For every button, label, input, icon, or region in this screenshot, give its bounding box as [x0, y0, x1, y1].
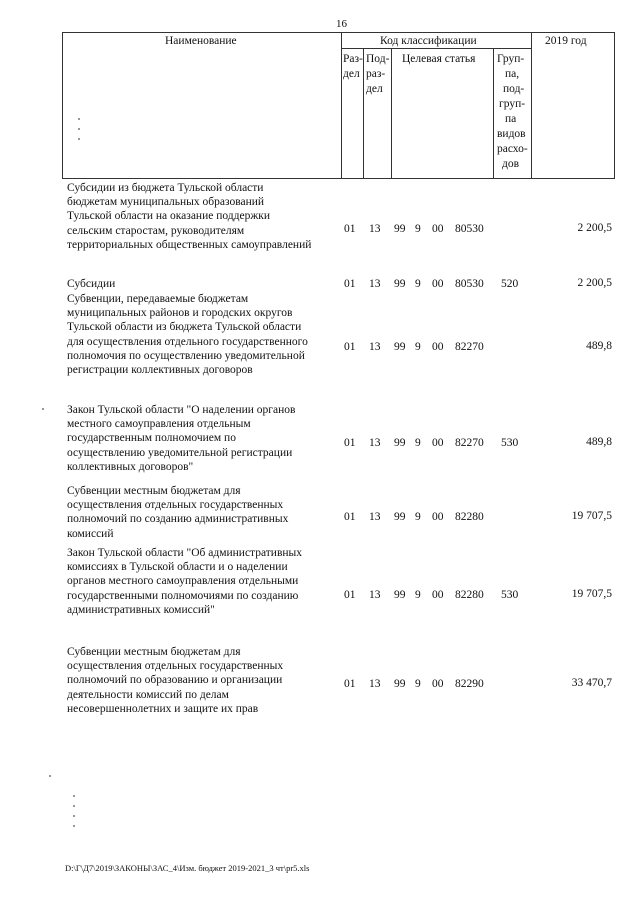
row-name-line: полномочия по осуществлению уведомительной — [67, 349, 305, 362]
row-cs-program: 99 — [394, 341, 406, 353]
col-line-left — [62, 32, 63, 178]
header-podrazdel-2: раз- — [366, 68, 386, 80]
header-podrazdel-3: дел — [366, 83, 383, 95]
row-name-line: Субвенции, передаваемые бюджетам — [67, 293, 249, 305]
row-cs-main: 00 — [432, 589, 444, 601]
header-group-6: видов — [497, 128, 526, 140]
header-razdel-1: Раз- — [343, 53, 363, 65]
header-group-2: па, — [505, 68, 520, 80]
row-name-line: осуществления отдельных государственных — [67, 499, 284, 512]
col-line-razdel — [363, 48, 364, 178]
header-classification: Код классификации — [380, 35, 477, 47]
row-name-line: Тульской области на оказание поддержки — [67, 210, 271, 223]
row-amount: 2 200,5 — [577, 277, 612, 289]
row-name-line: Субвенции местным бюджетам для — [67, 646, 241, 658]
row-razdel: 01 — [344, 341, 356, 353]
row-razdel: 01 — [344, 589, 356, 601]
row-cs-code: 80530 — [455, 278, 484, 290]
row-cs-program: 99 — [394, 223, 406, 235]
footer-file-path: D:\Г\Д7\2019\ЗАКОНЫ\ЗАС_4\Изм. бюджет 2019-2021_3 чт\pr5.xls — [65, 863, 310, 873]
row-name-line: полномочий по созданию административных — [67, 513, 289, 526]
header-group-7: расхо- — [497, 143, 528, 155]
row-name-line: Тульской области из бюджета Тульской области — [67, 321, 302, 334]
row-razdel: 01 — [344, 511, 356, 523]
header-mid-line — [341, 48, 531, 49]
row-name-line: полномочий по образованию и организации — [67, 674, 283, 687]
row-cs-main: 00 — [432, 278, 444, 290]
row-cs-program: 99 — [394, 278, 406, 290]
row-cs-main: 00 — [432, 437, 444, 449]
header-group-1: Груп- — [497, 53, 525, 65]
header-year: 2019 год — [545, 35, 587, 47]
row-name — [67, 181, 339, 252]
row-name — [67, 403, 339, 474]
col-line-target — [493, 48, 494, 178]
row-name-line: муниципальных районов и городских округов — [67, 307, 293, 320]
scan-speck — [78, 118, 80, 120]
row-cs-main: 00 — [432, 511, 444, 523]
row-name-line: регистрации коллективных договоров — [67, 364, 253, 377]
row-name-line: сельским старостам, руководителям — [67, 224, 245, 237]
row-amount: 19 707,5 — [571, 510, 612, 522]
row-amount: 33 470,7 — [571, 677, 612, 689]
row-podrazdel: 13 — [369, 511, 381, 523]
row-cs-sub: 9 — [415, 437, 421, 449]
row-name-line: государственным полномочием по — [67, 432, 236, 445]
row-vr: 530 — [501, 437, 519, 449]
row-amount: 489,8 — [586, 340, 612, 352]
scan-speck — [78, 128, 80, 130]
row-cs-program: 99 — [394, 589, 406, 601]
scan-speck — [42, 408, 44, 410]
row-razdel: 01 — [344, 223, 356, 235]
row-cs-code: 82280 — [455, 511, 484, 523]
row-podrazdel: 13 — [369, 437, 381, 449]
header-group-3: под- — [503, 83, 525, 95]
row-name-line: территориальных общественных самоуправлений — [67, 238, 312, 251]
row-name-line: несовершеннолетних и защите их прав — [67, 702, 259, 715]
scan-speck — [73, 795, 75, 797]
row-cs-code: 82270 — [455, 341, 484, 353]
row-cs-sub: 9 — [415, 223, 421, 235]
row-name-line: осуществления отдельных государственных — [67, 660, 284, 673]
row-cs-code: 80530 — [455, 223, 484, 235]
row-name-line: Закон Тульской области "О наделении органов — [67, 404, 296, 416]
row-cs-main: 00 — [432, 341, 444, 353]
row-podrazdel: 13 — [369, 223, 381, 235]
header-razdel-2: дел — [343, 68, 360, 80]
row-cs-sub: 9 — [415, 678, 421, 690]
page-number: 16 — [336, 18, 347, 30]
row-podrazdel: 13 — [369, 678, 381, 690]
row-name-line: коллективных договоров" — [67, 460, 194, 473]
row-cs-main: 00 — [432, 678, 444, 690]
row-cs-code: 82270 — [455, 437, 484, 449]
col-line-group — [531, 32, 532, 178]
row-name — [67, 645, 339, 716]
row-name-line: государственными полномочиями по созданию — [67, 589, 299, 602]
row-vr: 530 — [501, 589, 519, 601]
row-cs-sub: 9 — [415, 589, 421, 601]
header-group-8: дов — [502, 158, 520, 170]
col-line-name — [341, 32, 342, 178]
header-bottom-line — [62, 178, 615, 179]
row-cs-main: 00 — [432, 223, 444, 235]
row-amount: 19 707,5 — [571, 588, 612, 600]
row-podrazdel: 13 — [369, 278, 381, 290]
col-line-podrazdel — [391, 48, 392, 178]
scan-speck — [73, 815, 75, 817]
row-podrazdel: 13 — [369, 589, 381, 601]
row-name-line: бюджетам муниципальных образований — [67, 196, 265, 209]
row-name-line: комиссиях в Тульской области и о наделении — [67, 561, 288, 574]
header-group-5: па — [505, 113, 517, 125]
row-cs-program: 99 — [394, 437, 406, 449]
row-name-line: местного самоуправления отдельным — [67, 418, 251, 431]
row-name-line: органов местного самоуправления отдельными — [67, 575, 299, 588]
row-cs-program: 99 — [394, 511, 406, 523]
row-name-line: для осуществления отдельного государственного — [67, 335, 308, 348]
header-name: Наименование — [165, 35, 237, 47]
scan-speck — [49, 775, 51, 777]
row-name-line: административных комиссий" — [67, 603, 215, 616]
header-top-line — [62, 32, 615, 33]
row-name-line: комиссий — [67, 527, 114, 540]
row-razdel: 01 — [344, 437, 356, 449]
col-line-right — [614, 32, 615, 178]
row-name — [67, 484, 339, 541]
row-vr: 520 — [501, 278, 519, 290]
row-name — [67, 292, 339, 377]
header-target: Целевая статья — [402, 53, 476, 65]
row-name-line: Субвенции местным бюджетам для — [67, 485, 241, 497]
row-name — [67, 546, 339, 617]
row-cs-sub: 9 — [415, 511, 421, 523]
row-razdel: 01 — [344, 278, 356, 290]
row-amount: 489,8 — [586, 436, 612, 448]
row-name-line: Субсидии из бюджета Тульской области — [67, 182, 264, 194]
scan-speck — [73, 825, 75, 827]
row-podrazdel: 13 — [369, 341, 381, 353]
row-cs-program: 99 — [394, 678, 406, 690]
row-name-line: деятельности комиссий по делам — [67, 688, 229, 701]
header-podrazdel-1: Под- — [366, 53, 390, 65]
row-name-line: Закон Тульской области "Об административных — [67, 547, 303, 559]
scan-speck — [78, 138, 80, 140]
row-name-line: осуществлению уведомительной регистрации — [67, 446, 293, 459]
row-cs-code: 82290 — [455, 678, 484, 690]
row-cs-sub: 9 — [415, 278, 421, 290]
scan-speck — [73, 805, 75, 807]
row-name-line: Субсидии — [67, 278, 116, 290]
row-name — [67, 277, 339, 291]
row-razdel: 01 — [344, 678, 356, 690]
header-group-4: груп- — [499, 98, 526, 110]
row-amount: 2 200,5 — [577, 222, 612, 234]
row-cs-code: 82280 — [455, 589, 484, 601]
row-cs-sub: 9 — [415, 341, 421, 353]
